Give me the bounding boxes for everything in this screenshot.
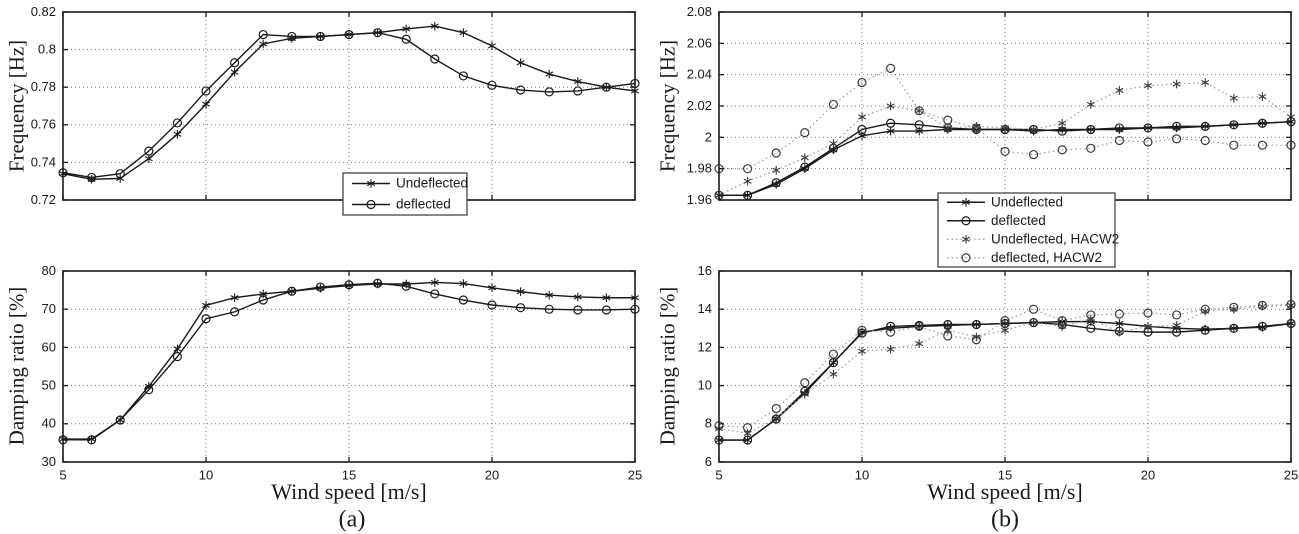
chart-damp-a [42,263,643,483]
xtick-label: 5 [59,467,67,483]
ytick-label: 0.72 [30,191,56,207]
xtick-label: 25 [627,467,643,483]
ytick-label: 16 [697,262,712,278]
ytick-label: 0.8 [37,41,56,57]
chart-freq-a [31,4,639,215]
legend-label: deflected, HACW2 [991,249,1103,265]
ylabel-frequency-a: Frequency [Hz] [4,39,29,173]
ytick-label: 50 [41,377,56,393]
xtick-label: 25 [1283,467,1299,483]
ytick-label: 0.74 [30,154,56,170]
ytick-label: 2.06 [686,35,712,51]
axes [31,4,635,207]
ytick-label: 40 [41,415,56,431]
ytick-label: 10 [697,377,712,393]
series-damp-a-0 [59,278,638,443]
xtick-label: 20 [1140,467,1156,483]
xtick-label: 10 [854,467,870,483]
legend-label: Undeflected, HACW2 [991,231,1120,247]
ylabel-damping-a: Damping ratio [%] [4,286,29,446]
xtick-label: 15 [997,467,1013,483]
ytick-label: 2 [704,129,712,145]
ytick-label: 1.98 [686,160,712,176]
ytick-label: 2.08 [686,3,712,19]
ytick-label: 0.82 [30,3,56,19]
series-freq-a-1 [59,29,639,182]
legend-label: deflected [396,196,451,212]
chart-freq-b [687,4,1295,267]
xtick-label: 5 [715,467,723,483]
ytick-label: 70 [41,301,56,317]
ytick-label: 0.78 [30,79,56,95]
chart-damp-b [698,263,1299,483]
ytick-label: 60 [41,339,56,355]
gridlines [719,271,1291,462]
ytick-label: 2.02 [686,97,712,113]
ytick-label: 80 [41,262,56,278]
subfigure-label-a: (a) [338,506,366,533]
ylabel-damping-b: Damping ratio [%] [655,286,680,446]
ytick-label: 1.96 [686,191,712,207]
ytick-label: 8 [704,415,712,431]
axes [686,3,1291,210]
ytick-label: 14 [697,301,712,317]
ytick-label: 0.76 [30,116,56,132]
gridlines [63,271,635,462]
ytick-label: 12 [697,339,712,355]
xtick-label: 15 [341,467,357,483]
series-freq-a-0 [59,22,638,184]
subfigure-label-b: (b) [991,506,1019,533]
ylabel-frequency-b: Frequency [Hz] [655,39,680,173]
series-damp-b-1 [715,319,1295,444]
xlabel-windspeed-a: Wind speed [m/s] [271,479,427,504]
axes [698,263,1299,483]
ytick-label: 6 [704,453,712,469]
ytick-label: 2.04 [686,66,712,82]
xtick-label: 10 [198,467,214,483]
legend-label: Undeflected [396,175,469,191]
ytick-label: 30 [41,453,56,469]
legend-freq-a [343,173,468,215]
xtick-label: 20 [484,467,500,483]
xlabel-windspeed-b: Wind speed [m/s] [927,479,1083,504]
legend-freq-b [938,193,1119,267]
legend-label: deflected [991,212,1046,228]
series-damp-b-0 [715,317,1294,444]
gridlines [63,12,635,200]
legend-label: Undeflected [991,194,1064,210]
